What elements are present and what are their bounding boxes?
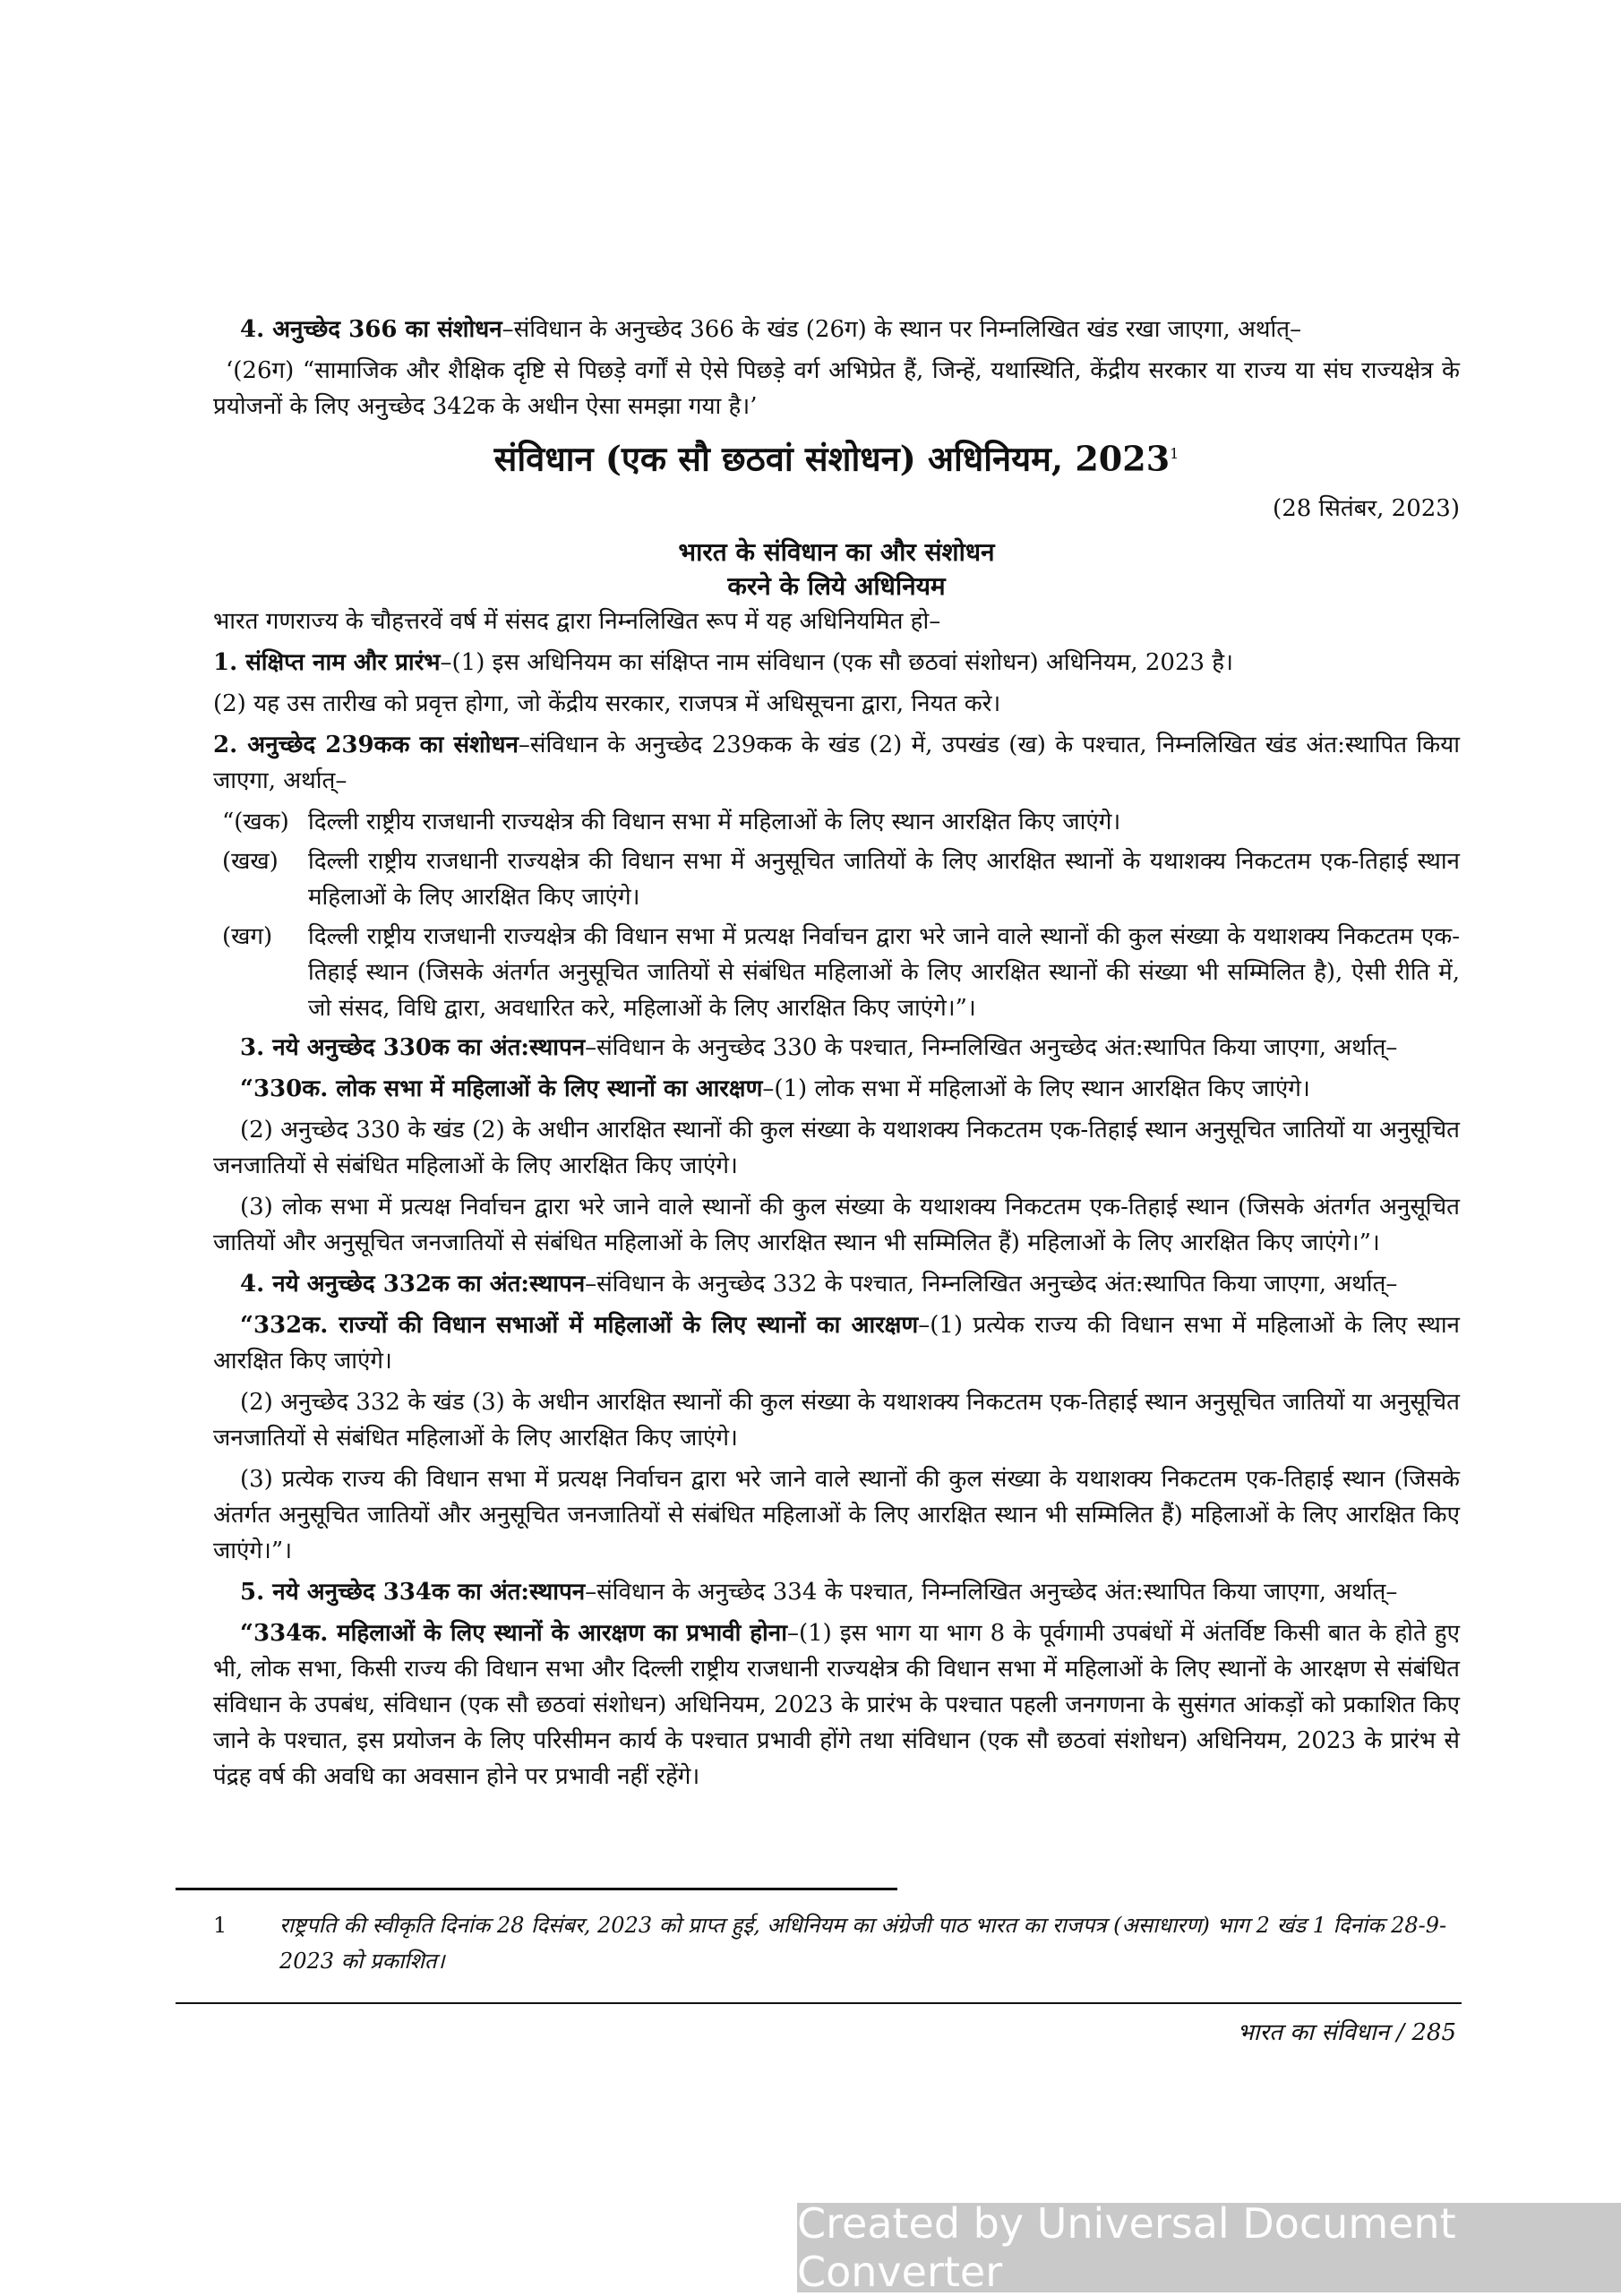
article-330a-sub3: (3) लोक सभा में प्रत्यक्ष निर्वाचन द्वारा भरे जाने वाले स्थानों की कुल संख्या के यथाशक्य निकटतम एक-तिहाई स्थान (जिसके अंतर्गत अनुसूचित जातियों और अनुसूचित जनजातियों से संबंधित महिलाओं के लिए आरक्षित स्थान भी सम्मिलित हैं) महिलाओं के लिए आरक्षित किए जाएंगे।”। [213, 1193, 1460, 1256]
clause-text: दिल्ली राष्ट्रीय राजधानी राज्यक्षेत्र की विधान सभा में महिलाओं के लिए स्थान आरक्षित किए जाएंगे। [308, 808, 1121, 835]
clause-khakh [213, 844, 1460, 915]
act-title-text: संविधान (एक सौ छठवां संशोधन) अधिनियम, 2023 [493, 438, 1171, 479]
section-text: –संविधान के अनुच्छेद 239कक के खंड (2) में, उपखंड (ख) के पश्चात, निम्नलिखित खंड अंत:स्थापित किया जाएगा, अर्थात्– [213, 731, 1460, 794]
article-text: –(1) लोक सभा में महिलाओं के लिए स्थान आरक्षित किए जाएंगे। [762, 1075, 1310, 1102]
footnote-marker[interactable]: 1 [1170, 445, 1179, 462]
section-heading: 1. संक्षिप्त नाम और प्रारंभ [213, 648, 441, 676]
section-text: –(1) इस अधिनियम का संक्षिप्त नाम संविधान (एक सौ छठवां संशोधन) अधिनियम, 2023 है। [440, 648, 1233, 676]
act-title [213, 430, 1460, 484]
section-text: –संविधान के अनुच्छेद 366 के खंड (26ग) के स्थान पर निम्नलिखित खंड रखा जाएगा, अर्थात्– [502, 316, 1302, 343]
article-330a [213, 1071, 1460, 1107]
article-332a-sub2: (2) अनुच्छेद 332 के खंड (3) के अधीन आरक्षित स्थानों की कुल संख्या के यथाशक्य निकटतम एक-तिहाई स्थान अनुसूचित जातियों या अनुसूचित जनजातियों से संबंधित महिलाओं के लिए आरक्षित किए जाएंगे। [213, 1388, 1460, 1452]
article-text: –(1) इस भाग या भाग 8 के पूर्वगामी उपबंधों में अंतर्विष्ट किसी बात के होते हुए भी, लोक सभा, किसी राज्य की विधान सभा और दिल्ली राष्ट्रीय राजधानी राज्यक्षेत्र की विधान सभा में महिलाओं के लिए स्थानों के आरक्षण से संबंधित संविधान के उपबंध, संविधान (एक सौ छठवां संशोधन) अधिनियम, 2023 के प्रारंभ के पश्चात पहली जनगणना के सुसंगत आंकड़ों को प्रकाशित किए जाने के पश्चात, इस प्रयोजन के लिए परिसीमन कार्य के पश्चात प्रभावी होंगे तथा संविधान (एक सौ छठवां संशोधन) अधिनियम, 2023 के प्रारंभ से पंद्रह वर्ष की अवधि का अवसान होने पर प्रभावी नहीं रहेंगे। [213, 1619, 1460, 1790]
section-4 [213, 1266, 1460, 1302]
section-4-prev [213, 312, 1460, 347]
section-text: –संविधान के अनुच्छेद 330 के पश्चात, निम्नलिखित अनुच्छेद अंत:स्थापित किया जाएगा, अर्थात्– [585, 1033, 1398, 1061]
footnote-number: 1 [213, 1913, 227, 1938]
article-text: –(1) प्रत्येक राज्य की विधान सभा में महिलाओं के लिए स्थान आरक्षित किए जाएंगे। [213, 1311, 1460, 1375]
clause-khag [213, 919, 1460, 1026]
article-334a [213, 1615, 1460, 1795]
section-heading: 3. नये अनुच्छेद 330क का अंत:स्थापन [240, 1033, 586, 1061]
converter-watermark: Created by Universal Document Converter [797, 2203, 1621, 2292]
section-4-prev-quote: ‘(26ग) “सामाजिक और शैक्षिक दृष्टि से पिछड़े वर्गों से ऐसे पिछड़े वर्ग अभिप्रेत हैं, जिन्हें, यथास्थिति, केंद्रीय सरकार या राज्य या संघ राज्यक्षेत्र के प्रयोजनों के लिए अनुच्छेद 342क के अधीन ऐसा समझा गया है।’ [213, 357, 1460, 420]
section-1-sub2: (2) यह उस तारीख को प्रवृत्त होगा, जो केंद्रीय सरकार, राजपत्र में अधिसूचना द्वारा, नियत करे। [213, 690, 1001, 717]
footnote-text: राष्ट्रपति की स्वीकृति दिनांक 28 दिसंबर, 2023 को प्राप्त हुई, अधिनियम का अंग्रेजी पाठ भारत का राजपत्र (असाधारण) भाग 2 खंड 1 दिनांक 28-9-2023 को प्रकाशित। [279, 1913, 1447, 1974]
clause-text: दिल्ली राष्ट्रीय राजधानी राज्यक्षेत्र की विधान सभा में अनुसूचित जातियों के लिए आरक्षित स्थानों के यथाशक्य निकटतम एक-तिहाई स्थान महिलाओं के लिए आरक्षित किए जाएंगे। [308, 847, 1460, 911]
article-332a [213, 1307, 1460, 1379]
section-heading: 4. अनुच्छेद 366 का संशोधन [240, 316, 502, 343]
page-footer: भारत का संविधान / 285 [1237, 2019, 1456, 2046]
section-1 [213, 645, 1460, 681]
section-text: –संविधान के अनुच्छेद 334 के पश्चात, निम्नलिखित अनुच्छेद अंत:स्थापित किया जाएगा, अर्थात्– [585, 1578, 1398, 1606]
act-subtitle-line2: करने के लिये अधिनियम [727, 570, 946, 601]
footnote-divider [176, 1888, 897, 1890]
article-332a-sub3: (3) प्रत्येक राज्य की विधान सभा में प्रत्यक्ष निर्वाचन द्वारा भरे जाने वाले स्थानों की कुल संख्या के यथाशक्य निकटतम एक-तिहाई स्थान (जिसके अंतर्गत अनुसूचित जातियों और अनुसूचित जनजातियों से संबंधित महिलाओं के लिए आरक्षित स्थान भी सम्मिलित हैं) महिलाओं के लिए आरक्षित किए जाएंगे।”। [213, 1465, 1460, 1564]
clause-text: दिल्ली राष्ट्रीय राजधानी राज्यक्षेत्र की विधान सभा में प्रत्यक्ष निर्वाचन द्वारा भरे जाने वाले स्थानों की कुल संख्या के यथाशक्य निकटतम एक-तिहाई स्थान (जिसके अंतर्गत अनुसूचित जातियों से संबंधित महिलाओं के लिए आरक्षित स्थानों की संख्या भी सम्मिलित है), ऐसी रीति में, जो संसद, विधि द्वारा, अवधारित करे, महिलाओं के लिए आरक्षित किए जाएंगे।”। [308, 922, 1460, 1022]
clause-label: (खख) [222, 847, 279, 875]
clause-label: “(खक) [222, 808, 289, 835]
act-date: (28 सितंबर, 2023) [1273, 494, 1460, 522]
section-text: –संविधान के अनुच्छेद 332 के पश्चात, निम्नलिखित अनुच्छेद अंत:स्थापित किया जाएगा, अर्थात्– [585, 1270, 1398, 1298]
section-heading: 5. नये अनुच्छेद 334क का अंत:स्थापन [240, 1578, 586, 1606]
article-330a-sub2: (2) अनुच्छेद 330 के खंड (2) के अधीन आरक्षित स्थानों की कुल संख्या के यथाशक्य निकटतम एक-तिहाई स्थान अनुसूचित जातियों या अनुसूचित जनजातियों से संबंधित महिलाओं के लिए आरक्षित किए जाएंगे। [213, 1116, 1460, 1179]
article-heading: “334क. महिलाओं के लिए स्थानों के आरक्षण का प्रभावी होना [240, 1619, 787, 1647]
section-5 [213, 1574, 1460, 1610]
article-heading: “330क. लोक सभा में महिलाओं के लिए स्थानों का आरक्षण [240, 1075, 763, 1102]
enacting-formula: भारत गणराज्य के चौहत्तरवें वर्ष में संसद द्वारा निम्नलिखित रूप में यह अधिनियमित हो– [213, 607, 941, 635]
section-2 [213, 727, 1460, 799]
section-heading: 4. नये अनुच्छेद 332क का अंत:स्थापन [240, 1270, 586, 1298]
clause-khak [213, 804, 1460, 840]
clause-label: (खग) [222, 922, 273, 950]
document-body [213, 312, 1460, 1800]
footer-divider [176, 2002, 1462, 2004]
section-heading: 2. अनुच्छेद 239कक का संशोधन [213, 731, 519, 758]
footnote [213, 1907, 1460, 1979]
section-3 [213, 1030, 1460, 1066]
act-subtitle-line1: भारत के संविधान का और संशोधन [678, 536, 995, 567]
article-heading: “332क. राज्यों की विधान सभाओं में महिलाओं के लिए स्थानों का आरक्षण [240, 1311, 919, 1339]
